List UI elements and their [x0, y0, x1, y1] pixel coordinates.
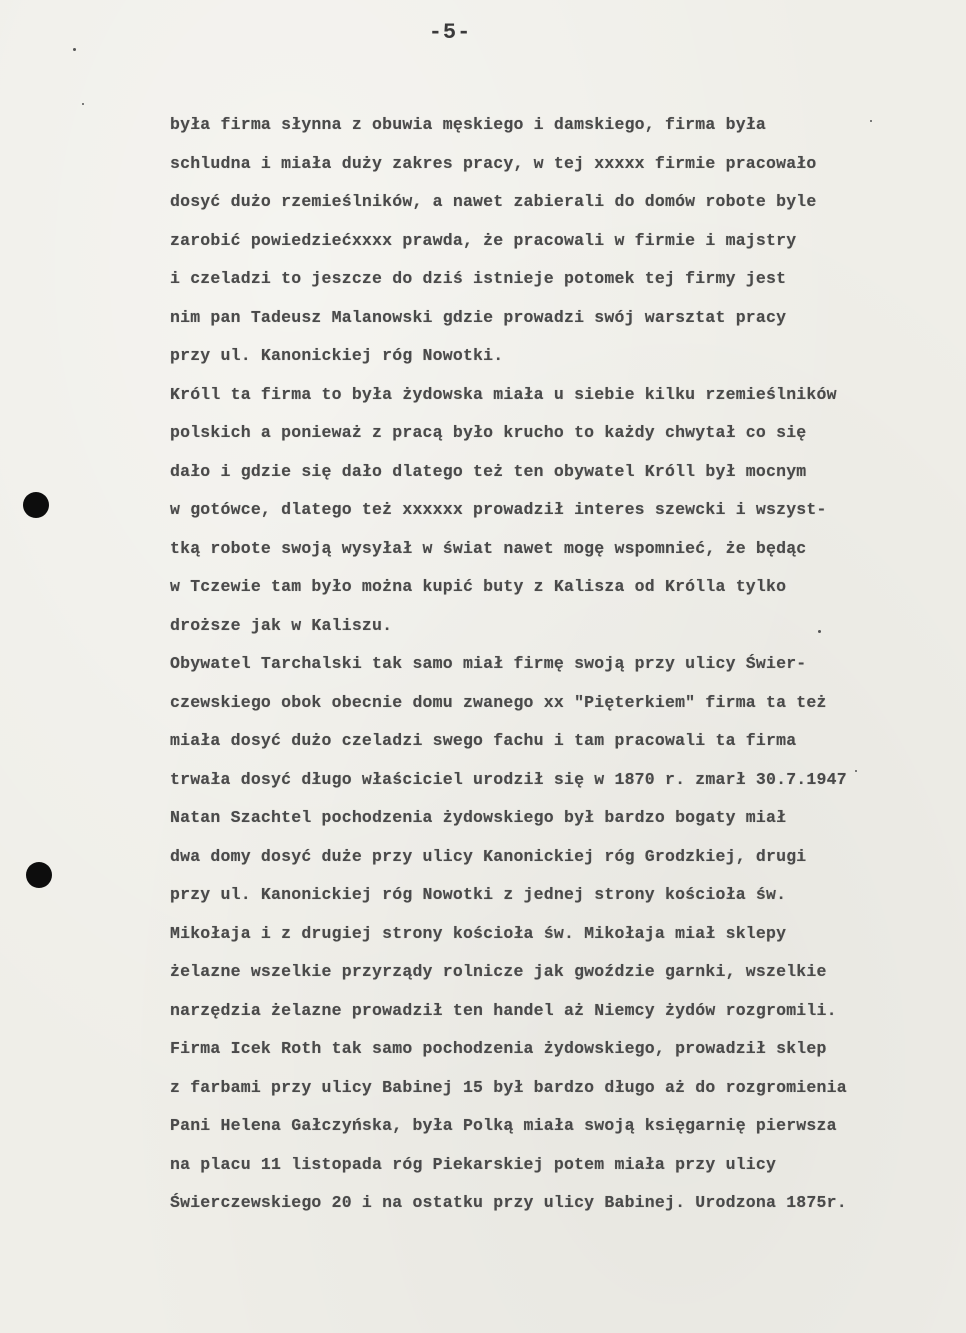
- text-line: przy ul. Kanonickiej róg Nowotki.: [170, 346, 504, 365]
- text-line: dosyć dużo rzemieślników, a nawet zabierali do domów robote byle: [170, 192, 817, 211]
- text-line: schludna i miała duży zakres pracy, w tej xxxxx firmie pracowało: [170, 153, 817, 173]
- text-line: była firma słynna z obuwia męskiego i damskiego, firma była: [170, 115, 766, 134]
- text-line: czewskiego obok obecnie domu zwanego xx "Pięterkiem" firma ta też: [170, 692, 827, 712]
- text-line: Natan Szachtel pochodzenia żydowskiego był bardzo bogaty miał: [170, 808, 787, 827]
- text-line: z farbami przy ulicy Babinej 15 był bardzo długo aż do rozgromienia: [170, 1077, 847, 1097]
- text-line: dwa domy dosyć duże przy ulicy Kanonickiej róg Grodzkiej, drugi: [170, 846, 807, 866]
- text-line: żelazne wszelkie przyrządy rolnicze jak gwoździe garnki, wszelkie: [170, 962, 827, 981]
- paper-speck: [73, 48, 76, 51]
- text-line: Świerczewskiego 20 i na ostatku przy ulicy Babinej. Urodzona 1875r.: [170, 1193, 847, 1212]
- text-line: w gotówce, dlatego też xxxxxx prowadził interes szewcki i wszyst-: [170, 500, 827, 519]
- text-line: zarobić powiedziećxxxx prawda, że pracowali w firmie i majstry: [170, 230, 797, 250]
- text-line: miała dosyć dużo czeladzi swego fachu i tam pracowali ta firma: [170, 731, 797, 750]
- text-line: Mikołaja i z drugiej strony kościoła św. Mikołaja miał sklepy: [170, 923, 787, 943]
- page-number: -5-: [428, 20, 472, 45]
- text-line: trwała dosyć długo właściciel urodził się w 1870 r. zmarł 30.7.1947: [170, 769, 847, 789]
- text-line: tką robote swoją wysyłał w świat nawet mogę wspomnieć, że będąc: [170, 538, 807, 558]
- text-line: narzędzia żelazne prowadził ten handel aż Niemcy żydów rozgromili.: [170, 1000, 837, 1020]
- text-line: w Tczewie tam było można kupić buty z Kalisza od Królla tylko: [170, 577, 787, 596]
- paper-speck: [82, 103, 84, 105]
- punch-hole: [26, 862, 52, 888]
- punch-hole: [23, 492, 49, 518]
- text-line: polskich a ponieważ z pracą było krucho to każdy chwytał co się: [170, 423, 807, 442]
- text-line: Firma Icek Roth tak samo pochodzenia żydowskiego, prowadził sklep: [170, 1039, 827, 1058]
- text-line: dało i gdzie się dało dlatego też ten obywatel Króll był mocnym: [170, 461, 807, 481]
- text-line: droższe jak w Kaliszu.: [170, 615, 393, 635]
- text-line: nim pan Tadeusz Malanowski gdzie prowadzi swój warsztat pracy: [170, 307, 787, 327]
- typewritten-body: [170, 106, 960, 1223]
- text-line: przy ul. Kanonickiej róg Nowotki z jednej strony kościoła św.: [170, 885, 787, 904]
- text-line: na placu 11 listopada róg Piekarskiej potem miała przy ulicy: [170, 1154, 777, 1174]
- text-line: i czeladzi to jeszcze do dziś istnieje potomek tej firmy jest: [170, 269, 787, 288]
- text-line: Pani Helena Gałczyńska, była Polką miała swoją księgarnię pierwsza: [170, 1116, 837, 1135]
- text-line: Króll ta firma to była żydowska miała u siebie kilku rzemieślników: [170, 384, 837, 404]
- text-line: Obywatel Tarchalski tak samo miał firmę swoją przy ulicy Świer-: [170, 654, 807, 673]
